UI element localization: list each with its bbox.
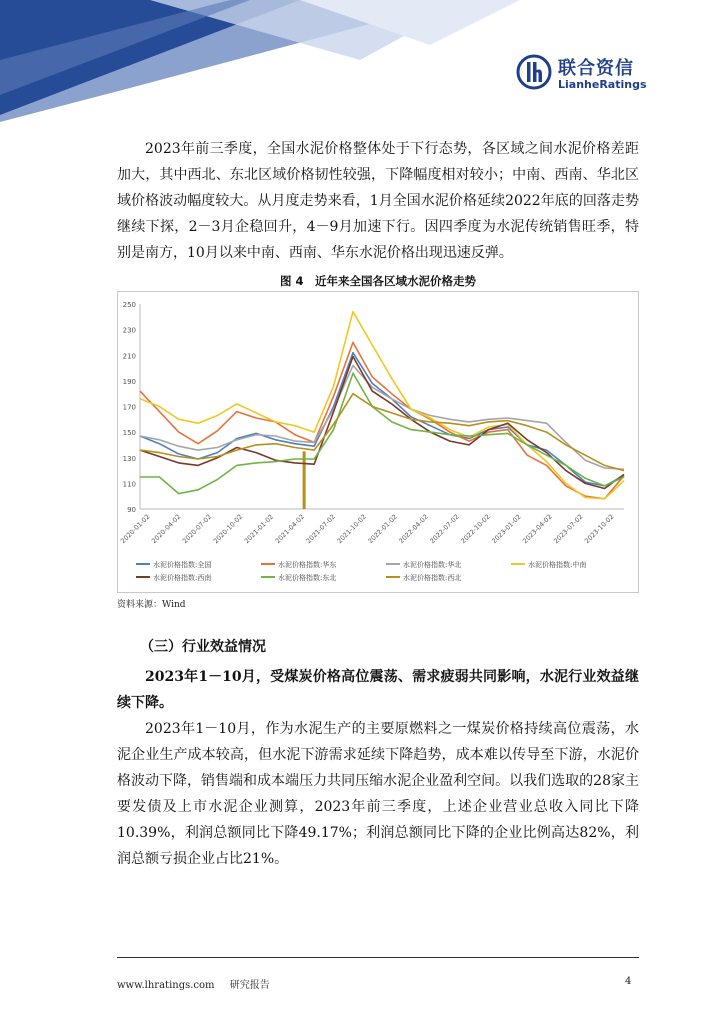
x-tick-label: 2022-10-02 bbox=[459, 512, 492, 546]
x-tick-label: 2021-10-02 bbox=[335, 512, 368, 546]
x-tick-label: 2020-01-02 bbox=[119, 512, 152, 546]
x-tick-label: 2022-01-02 bbox=[366, 512, 399, 546]
profit-paragraph: 2023年1－10月，作为水泥生产的主要原燃料之一煤炭价格持续高位震荡，水泥企业生产成本较高，但水泥下游需求延续下降趋势，成本难以传导至下游，水泥价格波动下降，销售端和成本端压力共同压缩水泥企业盈利空间。以我们选取的28家主要发债及上市水泥企业测算，2023年前三季度，上述企业营业总收入同比下降10.39%，利润总额同比下降49.17%；利润总额同比下降的企业比例高达82%，利润总额亏损企业占比21%。 bbox=[117, 721, 639, 867]
logo-chinese-name: 联合资信 bbox=[558, 58, 634, 79]
legend-label: 水泥价格指数:华北 bbox=[403, 561, 462, 569]
series-line-1 bbox=[140, 342, 624, 498]
x-tick-label: 2023-07-02 bbox=[552, 512, 585, 546]
y-tick-label: 150 bbox=[122, 429, 136, 438]
x-tick-label: 2022-07-02 bbox=[428, 512, 461, 546]
chart-canvas bbox=[118, 292, 638, 592]
x-tick-label: 2021-07-02 bbox=[304, 512, 338, 546]
intro-paragraph: 2023年前三季度，全国水泥价格整体处于下行态势，各区域之间水泥价格差距加大，其中西北、东北区域价格韧性较强，下降幅度相对较小；中南、西南、华北区域价格波动幅度较大。从月度走势来看，1月全国水泥价格延续2022年底的回落走势继续下探，2－3月企稳回升，4－9月加速下行。因四季度为水泥传统销售旺季，特别是南方，10月以来中南、西南、华东水泥价格出现迅速反弹。 bbox=[117, 141, 639, 261]
series-line-4 bbox=[140, 357, 624, 489]
lianhe-logo-icon bbox=[516, 54, 552, 90]
x-tick-label: 2020-10-02 bbox=[211, 512, 245, 546]
series-drop-bar bbox=[303, 451, 306, 509]
y-tick-label: 90 bbox=[127, 506, 136, 514]
cement-price-chart bbox=[117, 291, 639, 593]
key-finding-paragraph: 2023年1－10月，受煤炭价格高位震荡、需求疲弱共同影响，水泥行业效益继续下降。 bbox=[117, 669, 639, 711]
logo-english-name: LianheRatings bbox=[558, 78, 647, 91]
y-tick-label: 170 bbox=[122, 403, 136, 412]
legend-label: 水泥价格指数:西北 bbox=[403, 574, 462, 582]
x-tick-label: 2020-04-02 bbox=[149, 512, 183, 546]
y-tick-label: 110 bbox=[122, 480, 136, 489]
y-tick-label: 230 bbox=[122, 326, 136, 335]
legend-label: 水泥价格指数:东北 bbox=[278, 574, 337, 582]
x-tick-label: 2023-04-02 bbox=[521, 512, 554, 546]
page-number: 4 bbox=[625, 976, 632, 987]
footer-website-link[interactable]: www.lhratings.com bbox=[117, 980, 215, 991]
x-tick-label: 2022-04-02 bbox=[397, 512, 430, 546]
legend-label: 水泥价格指数:西南 bbox=[153, 574, 212, 582]
footer-divider bbox=[117, 957, 639, 958]
x-tick-label: 2021-01-02 bbox=[242, 512, 276, 546]
legend-label: 水泥价格指数:中南 bbox=[528, 561, 587, 569]
legend-label: 水泥价格指数:全国 bbox=[153, 561, 212, 569]
legend-label: 水泥价格指数:华东 bbox=[278, 561, 337, 569]
x-tick-label: 2020-07-02 bbox=[180, 512, 214, 546]
x-tick-label: 2023-10-02 bbox=[583, 512, 616, 546]
y-tick-label: 250 bbox=[122, 301, 136, 309]
y-tick-label: 210 bbox=[122, 352, 136, 361]
x-tick-label: 2021-04-02 bbox=[273, 512, 307, 546]
company-logo bbox=[516, 52, 656, 96]
source-note: 资料来源：Wind bbox=[117, 600, 186, 610]
y-tick-label: 190 bbox=[122, 377, 136, 386]
section-heading: （三）行业效益情况 bbox=[140, 639, 266, 655]
footer-report-type: 研究报告 bbox=[229, 980, 270, 991]
x-tick-label: 2023-01-02 bbox=[490, 512, 523, 546]
footer-site bbox=[117, 976, 270, 991]
y-tick-label: 130 bbox=[122, 454, 136, 463]
figure-title: 图 4 近年来全国各区域水泥价格走势 bbox=[279, 274, 476, 288]
